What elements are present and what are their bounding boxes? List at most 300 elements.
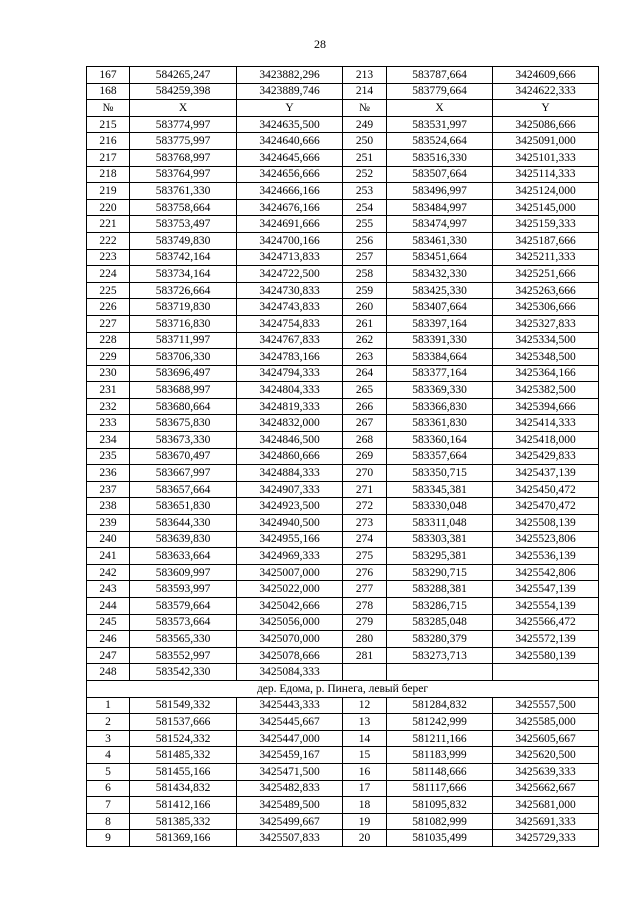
table-cell <box>343 664 387 681</box>
table-cell: 224 <box>87 266 130 283</box>
table-cell: 583531,997 <box>387 116 493 133</box>
table-cell: 278 <box>343 598 387 615</box>
table-cell: 583673,330 <box>130 432 237 449</box>
table-cell: 3424832,000 <box>237 415 343 432</box>
table-cell: 3425547,139 <box>493 581 599 598</box>
page-number: 28 <box>314 37 326 51</box>
table-cell: 3425101,333 <box>493 149 599 166</box>
table-cell: 247 <box>87 647 130 664</box>
table-cell: 583461,330 <box>387 232 493 249</box>
table-cell: 246 <box>87 631 130 648</box>
table-cell: 583290,715 <box>387 564 493 581</box>
table-cell: 3425022,000 <box>237 581 343 598</box>
table-cell: 3424743,833 <box>237 299 343 316</box>
table-cell: 581434,832 <box>130 780 237 797</box>
table-cell: 583542,330 <box>130 664 237 681</box>
table-cell: 3425364,166 <box>493 365 599 382</box>
table-row <box>87 631 599 648</box>
table-cell: 237 <box>87 481 130 498</box>
table-row <box>87 548 599 565</box>
table-cell: 272 <box>343 498 387 515</box>
table-cell: 3425348,500 <box>493 349 599 366</box>
table-row <box>87 249 599 266</box>
table-cell: 583295,381 <box>387 548 493 565</box>
table-cell: 583425,330 <box>387 282 493 299</box>
table-cell: 3425443,333 <box>237 697 343 714</box>
table-cell: 276 <box>343 564 387 581</box>
table-cell: 583657,664 <box>130 481 237 498</box>
table-cell: 3425382,500 <box>493 382 599 399</box>
table-cell: 3424794,333 <box>237 365 343 382</box>
table-cell: 3425070,000 <box>237 631 343 648</box>
table-cell: 3425585,000 <box>493 714 599 731</box>
table-cell: 3425507,833 <box>237 830 343 847</box>
table-row <box>87 564 599 581</box>
table-cell: 583764,997 <box>130 166 237 183</box>
table-cell: 583391,330 <box>387 332 493 349</box>
table-cell: 252 <box>343 166 387 183</box>
table-row <box>87 432 599 449</box>
table-cell: 262 <box>343 332 387 349</box>
table-cell: 3425251,666 <box>493 266 599 283</box>
table-cell: 583516,330 <box>387 149 493 166</box>
table-cell: 584259,398 <box>130 83 237 100</box>
table-cell: 583651,830 <box>130 498 237 515</box>
table-cell: 8 <box>87 813 130 830</box>
table-cell: 583484,997 <box>387 199 493 216</box>
table-cell: 583350,715 <box>387 465 493 482</box>
table-cell: 3425566,472 <box>493 614 599 631</box>
table-cell: 583377,164 <box>387 365 493 382</box>
table-cell: 3425536,139 <box>493 548 599 565</box>
section-title-row <box>87 680 599 697</box>
table-cell: 240 <box>87 531 130 548</box>
table-cell: 583384,664 <box>387 349 493 366</box>
table-row <box>87 365 599 382</box>
table-cell: 3425418,000 <box>493 432 599 449</box>
table-cell: 3425729,333 <box>493 830 599 847</box>
table-cell: 3424940,500 <box>237 515 343 532</box>
table-cell: 214 <box>343 83 387 100</box>
table-cell: 281 <box>343 647 387 664</box>
table-cell: 583775,997 <box>130 133 237 150</box>
table-row <box>87 498 599 515</box>
table-cell: 235 <box>87 448 130 465</box>
table-cell: 241 <box>87 548 130 565</box>
table-row <box>87 714 599 731</box>
table-cell: 245 <box>87 614 130 631</box>
table-cell: 583758,664 <box>130 199 237 216</box>
table-cell: 16 <box>343 763 387 780</box>
table-cell: 583496,997 <box>387 183 493 200</box>
table-cell: 3424804,333 <box>237 382 343 399</box>
table-cell: 225 <box>87 282 130 299</box>
table-cell: 3425084,333 <box>237 664 343 681</box>
section-title: дер. Едома, р. Пинега, левый берег <box>87 680 599 697</box>
table-cell: 222 <box>87 232 130 249</box>
table-row <box>87 797 599 814</box>
table-cell: 581284,832 <box>387 697 493 714</box>
table-cell: 581211,166 <box>387 730 493 747</box>
table-cell: № <box>87 100 130 117</box>
table-cell: 3425662,667 <box>493 780 599 797</box>
table-cell: 583366,830 <box>387 398 493 415</box>
table-cell: 3425572,139 <box>493 631 599 648</box>
table-row <box>87 415 599 432</box>
table-cell: 3425580,139 <box>493 647 599 664</box>
table-cell: 239 <box>87 515 130 532</box>
table-cell: 581455,166 <box>130 763 237 780</box>
table-cell: 3425437,139 <box>493 465 599 482</box>
table-cell: 581412,166 <box>130 797 237 814</box>
table-cell: 3425557,500 <box>493 697 599 714</box>
table-cell <box>387 664 493 681</box>
table-cell: 243 <box>87 581 130 598</box>
table-cell: 259 <box>343 282 387 299</box>
table-cell: 3424767,833 <box>237 332 343 349</box>
table-cell: 3425056,000 <box>237 614 343 631</box>
table-cell: 3425482,833 <box>237 780 343 797</box>
table-cell: 583311,048 <box>387 515 493 532</box>
table-row <box>87 232 599 249</box>
table-cell: 215 <box>87 116 130 133</box>
table-cell: 3425394,666 <box>493 398 599 415</box>
table-cell: 3424860,666 <box>237 448 343 465</box>
table-cell: 3425471,500 <box>237 763 343 780</box>
table-cell: 3424907,333 <box>237 481 343 498</box>
table-cell: 583726,664 <box>130 282 237 299</box>
table-cell: 581242,999 <box>387 714 493 731</box>
table-cell: 3424754,833 <box>237 315 343 332</box>
table-cell: 3425211,333 <box>493 249 599 266</box>
table-cell: 3424645,666 <box>237 149 343 166</box>
table-cell: 242 <box>87 564 130 581</box>
table-cell: 231 <box>87 382 130 399</box>
table-cell: 3425124,000 <box>493 183 599 200</box>
table-cell: 263 <box>343 349 387 366</box>
table-row <box>87 282 599 299</box>
table-header-row <box>87 100 599 117</box>
table-cell: 3425691,333 <box>493 813 599 830</box>
table-cell: 3424955,166 <box>237 531 343 548</box>
table-cell: 3425447,000 <box>237 730 343 747</box>
table-cell: 277 <box>343 581 387 598</box>
table-cell: 2 <box>87 714 130 731</box>
table-row <box>87 730 599 747</box>
table-row <box>87 813 599 830</box>
table-cell: 583565,330 <box>130 631 237 648</box>
table-cell: 168 <box>87 83 130 100</box>
table-cell: 279 <box>343 614 387 631</box>
table-cell: 6 <box>87 780 130 797</box>
table-cell: 583451,664 <box>387 249 493 266</box>
table-cell: 581485,332 <box>130 747 237 764</box>
table-cell: 233 <box>87 415 130 432</box>
table-cell: 3425508,139 <box>493 515 599 532</box>
table-cell: 3424923,500 <box>237 498 343 515</box>
table-cell: 3425681,000 <box>493 797 599 814</box>
table-cell: 256 <box>343 232 387 249</box>
table-cell: 228 <box>87 332 130 349</box>
table-cell: 219 <box>87 183 130 200</box>
table-cell: 3425078,666 <box>237 647 343 664</box>
table-cell: 229 <box>87 349 130 366</box>
table-cell: 3425542,806 <box>493 564 599 581</box>
table-cell: 583787,664 <box>387 67 493 84</box>
table-cell: 3425414,333 <box>493 415 599 432</box>
table-cell: 581537,666 <box>130 714 237 731</box>
table-cell: X <box>130 100 237 117</box>
table-cell: 583680,664 <box>130 398 237 415</box>
table-cell: 3425086,666 <box>493 116 599 133</box>
table-row <box>87 747 599 764</box>
table-cell: 3424783,166 <box>237 349 343 366</box>
table-cell: 266 <box>343 398 387 415</box>
table-row <box>87 149 599 166</box>
table-cell: 230 <box>87 365 130 382</box>
table-cell: 274 <box>343 531 387 548</box>
table-cell: 258 <box>343 266 387 283</box>
table-cell: 3425445,667 <box>237 714 343 731</box>
table-cell: 3425459,167 <box>237 747 343 764</box>
table-cell: 583719,830 <box>130 299 237 316</box>
table-row <box>87 598 599 615</box>
table-row <box>87 614 599 631</box>
table-cell: 583667,997 <box>130 465 237 482</box>
table-cell: 583734,164 <box>130 266 237 283</box>
table-cell: 3424969,333 <box>237 548 343 565</box>
table-cell: 581369,166 <box>130 830 237 847</box>
table-cell: 3425470,472 <box>493 498 599 515</box>
table-cell: 271 <box>343 481 387 498</box>
table-cell: 583361,830 <box>387 415 493 432</box>
table-cell: 583369,330 <box>387 382 493 399</box>
coordinates-table <box>86 66 599 847</box>
table-cell: 583675,830 <box>130 415 237 432</box>
table-cell: 583357,664 <box>387 448 493 465</box>
table-row <box>87 382 599 399</box>
table-cell: 583579,664 <box>130 598 237 615</box>
table-row <box>87 166 599 183</box>
table-row <box>87 515 599 532</box>
table-cell: 265 <box>343 382 387 399</box>
table-cell: 7 <box>87 797 130 814</box>
table-cell: 15 <box>343 747 387 764</box>
table-cell: 270 <box>343 465 387 482</box>
table-cell: 583670,497 <box>130 448 237 465</box>
table-cell: 581035,499 <box>387 830 493 847</box>
table-cell: 280 <box>343 631 387 648</box>
table-cell: 3425091,000 <box>493 133 599 150</box>
table-row <box>87 299 599 316</box>
table-cell: 3425489,500 <box>237 797 343 814</box>
table-cell: 583552,997 <box>130 647 237 664</box>
table-cell: 9 <box>87 830 130 847</box>
table-cell: 218 <box>87 166 130 183</box>
table-cell: 581095,832 <box>387 797 493 814</box>
table-cell: 249 <box>343 116 387 133</box>
table-row <box>87 780 599 797</box>
table-cell: 3425159,333 <box>493 216 599 233</box>
table-cell: 264 <box>343 365 387 382</box>
table-cell: 3424640,666 <box>237 133 343 150</box>
table-cell: 5 <box>87 763 130 780</box>
table-cell: 583749,830 <box>130 232 237 249</box>
table-cell: 275 <box>343 548 387 565</box>
table-row <box>87 448 599 465</box>
table-row <box>87 465 599 482</box>
table-cell: 3424730,833 <box>237 282 343 299</box>
table-cell: 583688,997 <box>130 382 237 399</box>
table-cell: 583345,381 <box>387 481 493 498</box>
table-cell: 583330,048 <box>387 498 493 515</box>
table-cell: 581117,666 <box>387 780 493 797</box>
table-cell: 3425187,666 <box>493 232 599 249</box>
table-row <box>87 398 599 415</box>
table-cell: 236 <box>87 465 130 482</box>
table-cell: 3425554,139 <box>493 598 599 615</box>
table-cell: 250 <box>343 133 387 150</box>
table-cell: 583716,830 <box>130 315 237 332</box>
table-row <box>87 531 599 548</box>
table-cell: 583761,330 <box>130 183 237 200</box>
table-cell: 583644,330 <box>130 515 237 532</box>
table-row <box>87 481 599 498</box>
table-row <box>87 116 599 133</box>
table-cell: 223 <box>87 249 130 266</box>
table-row <box>87 83 599 100</box>
table-cell: 244 <box>87 598 130 615</box>
table-cell: 3425334,500 <box>493 332 599 349</box>
table-cell: 583742,164 <box>130 249 237 266</box>
table-cell: 254 <box>343 199 387 216</box>
table-cell: 269 <box>343 448 387 465</box>
table-cell: 20 <box>343 830 387 847</box>
table-cell: X <box>387 100 493 117</box>
table-cell: 583696,497 <box>130 365 237 382</box>
table-cell: 583280,379 <box>387 631 493 648</box>
table-cell: 583753,497 <box>130 216 237 233</box>
table-cell: 4 <box>87 747 130 764</box>
table-cell: 581082,999 <box>387 813 493 830</box>
table-cell: 3425620,500 <box>493 747 599 764</box>
table-cell: 3 <box>87 730 130 747</box>
table-row <box>87 183 599 200</box>
table-row <box>87 332 599 349</box>
table-cell: 167 <box>87 67 130 84</box>
table-cell: 581549,332 <box>130 697 237 714</box>
table-row <box>87 581 599 598</box>
table-cell: 19 <box>343 813 387 830</box>
table-cell: 216 <box>87 133 130 150</box>
table-cell: 581524,332 <box>130 730 237 747</box>
table-cell: 232 <box>87 398 130 415</box>
table-row <box>87 830 599 847</box>
table-row <box>87 315 599 332</box>
table-cell: 583768,997 <box>130 149 237 166</box>
table-cell: 583593,997 <box>130 581 237 598</box>
table-cell: 273 <box>343 515 387 532</box>
table-cell: 3424819,333 <box>237 398 343 415</box>
table-cell: 3424691,666 <box>237 216 343 233</box>
table-cell: 3425429,833 <box>493 448 599 465</box>
table-cell: 3425306,666 <box>493 299 599 316</box>
table-cell: 3424656,666 <box>237 166 343 183</box>
table-cell: 583407,664 <box>387 299 493 316</box>
table-row <box>87 349 599 366</box>
table-cell: 3425499,667 <box>237 813 343 830</box>
table-cell: 3424635,500 <box>237 116 343 133</box>
table-row <box>87 664 599 681</box>
table-cell: 3425042,666 <box>237 598 343 615</box>
table-cell: 3424846,500 <box>237 432 343 449</box>
table-cell: 217 <box>87 149 130 166</box>
table-cell: 14 <box>343 730 387 747</box>
table-row <box>87 647 599 664</box>
table-cell: 255 <box>343 216 387 233</box>
table-cell: Y <box>493 100 599 117</box>
table-cell: 220 <box>87 199 130 216</box>
table-cell: № <box>343 100 387 117</box>
table-cell: 583633,664 <box>130 548 237 565</box>
table-cell: 583397,164 <box>387 315 493 332</box>
table-cell: 583303,381 <box>387 531 493 548</box>
table-row <box>87 763 599 780</box>
table-row <box>87 133 599 150</box>
table-cell: 583286,715 <box>387 598 493 615</box>
table-cell: 3424609,666 <box>493 67 599 84</box>
table-cell: 260 <box>343 299 387 316</box>
table-cell: 226 <box>87 299 130 316</box>
table-cell: 248 <box>87 664 130 681</box>
table-row <box>87 697 599 714</box>
table-cell: 251 <box>343 149 387 166</box>
table-cell: Y <box>237 100 343 117</box>
table-cell: 583711,997 <box>130 332 237 349</box>
table-cell: 12 <box>343 697 387 714</box>
table-cell: 581385,332 <box>130 813 237 830</box>
table-row <box>87 67 599 84</box>
table-cell: 3425114,333 <box>493 166 599 183</box>
table-cell <box>493 664 599 681</box>
table-cell: 253 <box>343 183 387 200</box>
table-cell: 18 <box>343 797 387 814</box>
table-cell: 1 <box>87 697 130 714</box>
table-cell: 583360,164 <box>387 432 493 449</box>
table-cell: 583474,997 <box>387 216 493 233</box>
table-cell: 213 <box>343 67 387 84</box>
table-cell: 234 <box>87 432 130 449</box>
table-cell: 227 <box>87 315 130 332</box>
table-cell: 3424722,500 <box>237 266 343 283</box>
table-cell: 3424713,833 <box>237 249 343 266</box>
table-cell: 3425605,667 <box>493 730 599 747</box>
table-cell: 583432,330 <box>387 266 493 283</box>
table-cell: 583524,664 <box>387 133 493 150</box>
table-cell: 584265,247 <box>130 67 237 84</box>
table-cell: 581148,666 <box>387 763 493 780</box>
table-cell: 3425145,000 <box>493 199 599 216</box>
table-cell: 583609,997 <box>130 564 237 581</box>
table-cell: 221 <box>87 216 130 233</box>
table-cell: 3423889,746 <box>237 83 343 100</box>
table-cell: 268 <box>343 432 387 449</box>
table-cell: 261 <box>343 315 387 332</box>
table-cell: 583774,997 <box>130 116 237 133</box>
table-cell: 583507,664 <box>387 166 493 183</box>
table-cell: 3423882,296 <box>237 67 343 84</box>
table-cell: 583779,664 <box>387 83 493 100</box>
